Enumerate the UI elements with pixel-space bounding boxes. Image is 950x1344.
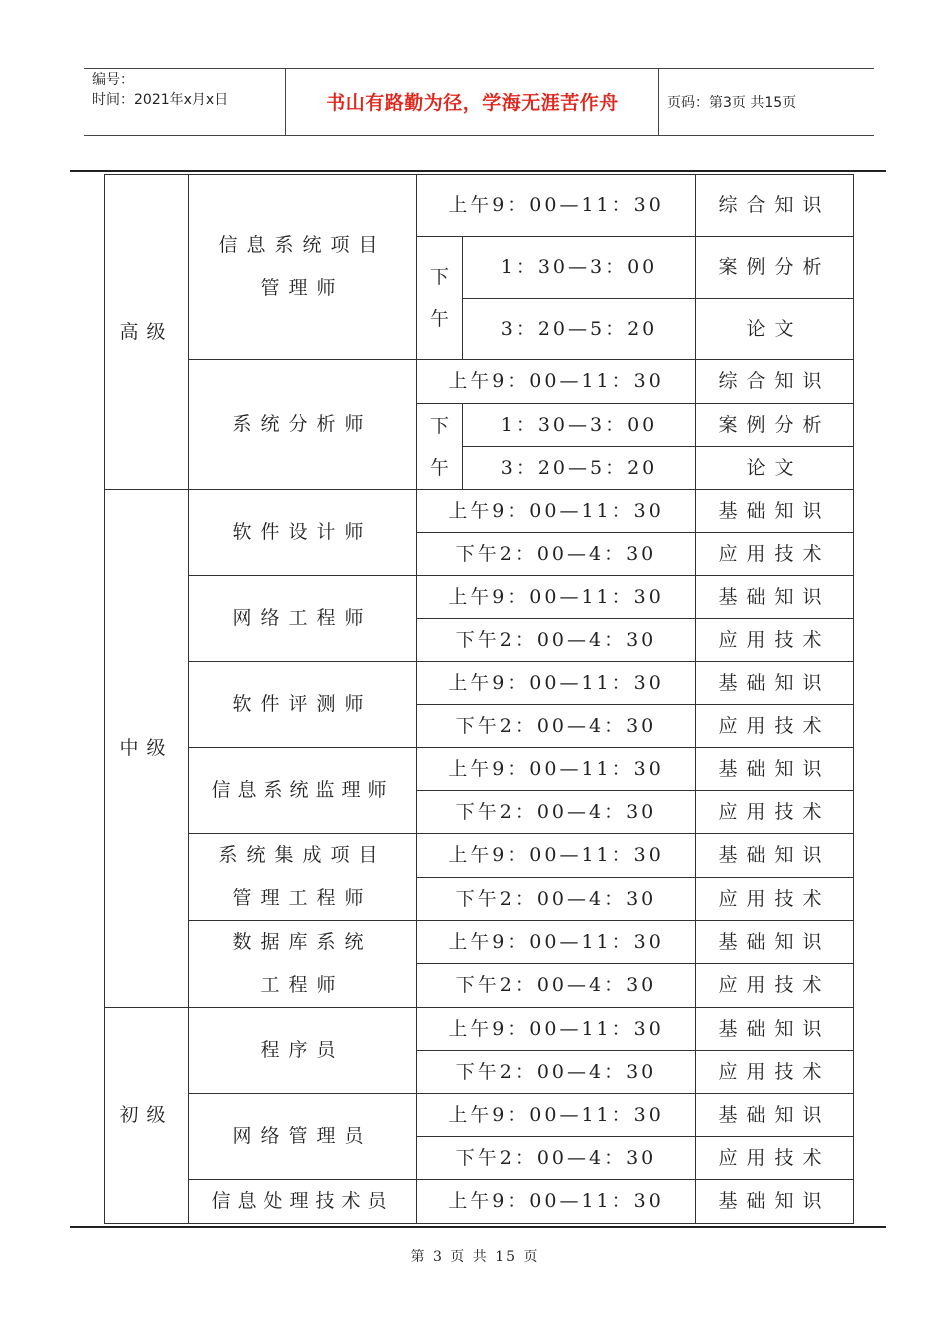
subject-cell: 应用技术: [696, 964, 854, 1008]
top-rule: [70, 170, 886, 172]
exam-schedule-table: [104, 174, 854, 1224]
subject-cell: 应用技术: [696, 533, 854, 576]
header-meta: [92, 70, 228, 110]
table-row: [105, 360, 854, 404]
title-cell: 网络工程师: [189, 576, 417, 662]
table-row: [105, 1094, 854, 1137]
subject-cell: 案例分析: [696, 237, 854, 299]
time-cell: 3：20—5：20: [463, 447, 696, 490]
subject-cell: 基础知识: [696, 921, 854, 964]
time-cell: 下午2：00—4：30: [417, 878, 696, 921]
header-bottom-rule: [84, 135, 874, 136]
pm-label-cell: 下午: [417, 404, 463, 490]
table-row: [105, 490, 854, 533]
subject-cell: 应用技术: [696, 705, 854, 748]
time-cell: 上午9：00—11：30: [417, 834, 696, 878]
subject-cell: 应用技术: [696, 1051, 854, 1094]
subject-cell: 基础知识: [696, 662, 854, 705]
header-top-rule: [84, 68, 874, 69]
level-cell: 高级: [105, 175, 189, 490]
time-cell: 3：20—5：20: [463, 299, 696, 360]
time-cell: 下午2：00—4：30: [417, 705, 696, 748]
title-cell: 信息系统项目管理师: [189, 175, 417, 360]
time-cell: 上午9：00—11：30: [417, 1008, 696, 1051]
subject-cell: 论文: [696, 447, 854, 490]
subject-cell: 基础知识: [696, 1094, 854, 1137]
subject-cell: 综合知识: [696, 360, 854, 404]
subject-cell: 论文: [696, 299, 854, 360]
table-row: [105, 1008, 854, 1051]
title-cell: 信息处理技术员: [189, 1180, 417, 1224]
time-cell: 下午2：00—4：30: [417, 1137, 696, 1180]
subject-cell: 案例分析: [696, 404, 854, 447]
header-page: 页码：第3页 共15页: [667, 95, 797, 111]
time-cell: 下午2：00—4：30: [417, 619, 696, 662]
level-cell: 中级: [105, 490, 189, 1008]
level-cell: 初级: [105, 1008, 189, 1224]
title-cell: 程序员: [189, 1008, 417, 1094]
time-cell: 上午9：00—11：30: [417, 1094, 696, 1137]
title-cell: 信息系统监理师: [189, 748, 417, 834]
title-cell: 网络管理员: [189, 1094, 417, 1180]
time-cell: 上午9：00—11：30: [417, 175, 696, 237]
table-row: [105, 834, 854, 878]
subject-cell: 应用技术: [696, 791, 854, 834]
time-cell: 下午2：00—4：30: [417, 1051, 696, 1094]
header-time: 时间：2021年x月x日: [92, 92, 229, 108]
subject-cell: 应用技术: [696, 619, 854, 662]
time-cell: 上午9：00—11：30: [417, 360, 696, 404]
subject-cell: 基础知识: [696, 748, 854, 791]
subject-cell: 应用技术: [696, 1137, 854, 1180]
time-cell: 上午9：00—11：30: [417, 662, 696, 705]
table-row: [105, 921, 854, 964]
title-cell: 软件评测师: [189, 662, 417, 748]
subject-cell: 基础知识: [696, 1180, 854, 1224]
pm-label-cell: 下午: [417, 237, 463, 360]
table-row: [105, 748, 854, 791]
table-row: [105, 175, 854, 237]
subject-cell: 应用技术: [696, 878, 854, 921]
subject-cell: 基础知识: [696, 1008, 854, 1051]
subject-cell: 基础知识: [696, 490, 854, 533]
time-cell: 上午9：00—11：30: [417, 1180, 696, 1224]
title-cell: 系统分析师: [189, 360, 417, 490]
time-cell: 下午2：00—4：30: [417, 533, 696, 576]
time-cell: 上午9：00—11：30: [417, 921, 696, 964]
title-cell: 软件设计师: [189, 490, 417, 576]
page-footer: 第 3 页 共 15 页: [410, 1249, 540, 1265]
time-cell: 上午9：00—11：30: [417, 748, 696, 791]
bottom-rule: [70, 1226, 886, 1228]
time-cell: 1：30—3：00: [463, 237, 696, 299]
subject-cell: 基础知识: [696, 576, 854, 619]
header-divider: [285, 68, 286, 135]
table-row: [105, 1180, 854, 1224]
subject-cell: 综合知识: [696, 175, 854, 237]
time-cell: 1：30—3：00: [463, 404, 696, 447]
time-cell: 下午2：00—4：30: [417, 964, 696, 1008]
time-cell: 上午9：00—11：30: [417, 490, 696, 533]
time-cell: 下午2：00—4：30: [417, 791, 696, 834]
time-cell: 上午9：00—11：30: [417, 576, 696, 619]
title-cell: 系统集成项目管理工程师: [189, 834, 417, 921]
header-divider: [658, 68, 659, 135]
title-cell: 数据库系统工程师: [189, 921, 417, 1008]
subject-cell: 基础知识: [696, 834, 854, 878]
header-motto: 书山有路勤为径，学海无涯苦作舟: [326, 92, 619, 114]
table-row: [105, 662, 854, 705]
table-row: [105, 576, 854, 619]
header-number: 编号：: [92, 72, 134, 88]
